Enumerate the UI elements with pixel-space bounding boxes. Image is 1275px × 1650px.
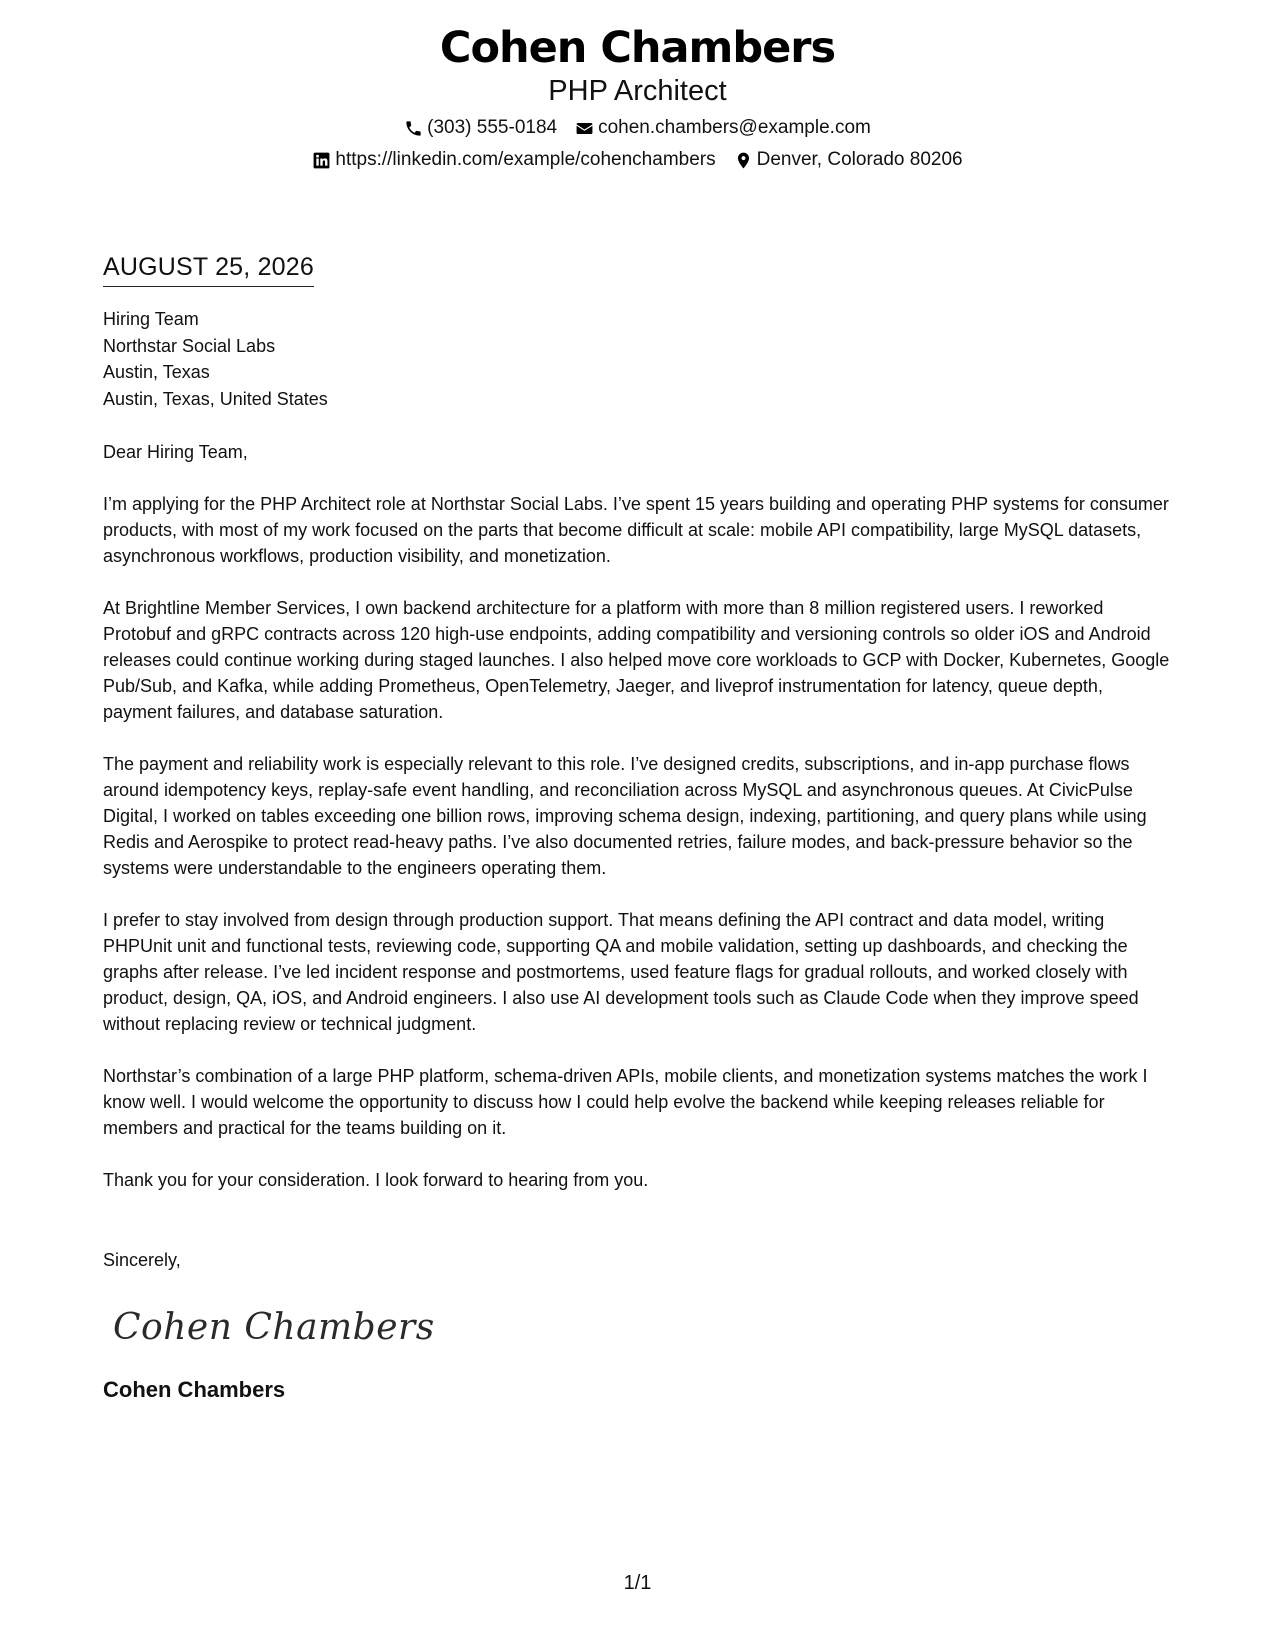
contact-email[interactable] xyxy=(575,116,871,140)
contact-row-1 xyxy=(0,116,1275,140)
body-paragraph: Thank you for your consideration. I look forward to hearing from you. xyxy=(103,1170,649,1190)
contact-linkedin[interactable] xyxy=(312,148,715,172)
recipient-block xyxy=(103,306,1175,412)
recipient-line: Austin, Texas, United States xyxy=(103,388,328,409)
salutation: Dear Hiring Team, xyxy=(103,442,248,462)
recipient-line: Hiring Team xyxy=(103,309,199,329)
location-text: Denver, Colorado 80206 xyxy=(756,149,963,170)
envelope-icon xyxy=(575,119,594,138)
contact-phone xyxy=(404,116,557,140)
map-marker-icon xyxy=(734,151,753,170)
date-block xyxy=(103,252,314,287)
body-paragraph: Northstar’s combination of a large PHP platform, schema-driven APIs, mobile clients, and monetization systems matches the work I know well. I would welcome the opportunity to discuss how I could help evolve the backend while keeping releases reliable for members and practical for the teams building on it. xyxy=(103,1066,1148,1138)
applicant-role: PHP Architect xyxy=(548,75,727,107)
phone-text: (303) 555-0184 xyxy=(427,117,558,138)
email-text[interactable]: cohen.chambers@example.com xyxy=(598,117,871,138)
body-paragraph: At Brightline Member Services, I own backend architecture for a platform with more than 8 million registered users. I reworked Protobuf and gRPC contracts across 120 high-use endpoints, adding compatibility and versioning controls so older iOS and Android releases could continue working during staged launches. I also helped move core workloads to GCP with Docker, Kubernetes, Google Pub/Sub, and Kafka, while adding Prometheus, OpenTelemetry, Jaeger, and liveprof instrumentation for latency, queue depth, payment failures, and database saturation. xyxy=(103,598,1170,722)
linkedin-icon xyxy=(312,151,331,170)
recipient-line: Northstar Social Labs xyxy=(103,335,276,356)
signed-name: Cohen Chambers xyxy=(103,1377,286,1402)
closing: Sincerely, xyxy=(103,1250,181,1270)
body-paragraph: I’m applying for the PHP Architect role at Northstar Social Labs. I’ve spent 15 years building and operating PHP systems for consumer products, with most of my work focused on the parts that become difficult at scale: mobile API compatibility, large MySQL datasets, asynchronous workflows, production visibility, and monetization. xyxy=(103,494,1169,566)
phone-icon xyxy=(404,119,423,138)
body-paragraph: I prefer to stay involved from design through production support. That means defining the API contract and data model, writing PHPUnit unit and functional tests, reviewing code, supporting QA and mobile validation, setting up dashboards, and checking the graphs after release. I’ve led incident response and postmortems, used feature flags for gradual rollouts, and worked closely with product, design, QA, iOS, and Android engineers. I also use AI development tools such as Claude Code when they improve speed without replacing review or technical judgment. xyxy=(103,910,1139,1034)
letter-header xyxy=(0,22,1275,172)
body-paragraph: The payment and reliability work is especially relevant to this role. I’ve designed credits, subscriptions, and in-app purchase flows around idempotency keys, replay-safe event handling, and reconciliation across MySQL and asynchronous queues. At CivicPulse Digital, I worked on tables exceeding one billion rows, improving schema design, indexing, partitioning, and query plans while using Redis and Aerospike to protect read-heavy paths. I’ve also documented retries, failure modes, and back-pressure behavior so the systems were understandable to the engineers operating them. xyxy=(103,754,1147,878)
letter-body xyxy=(103,252,1175,1404)
recipient-line: Austin, Texas xyxy=(103,362,210,382)
letter-date: AUGUST 25, 2026 xyxy=(103,253,314,281)
handwritten-signature: Cohen Chambers xyxy=(113,1307,435,1348)
contact-row-2 xyxy=(0,148,1275,172)
linkedin-text[interactable]: https://linkedin.com/example/cohenchambers xyxy=(335,149,716,170)
applicant-name: Cohen Chambers xyxy=(439,23,836,73)
contact-location xyxy=(734,148,963,172)
page-number: 1/1 xyxy=(623,1572,652,1594)
